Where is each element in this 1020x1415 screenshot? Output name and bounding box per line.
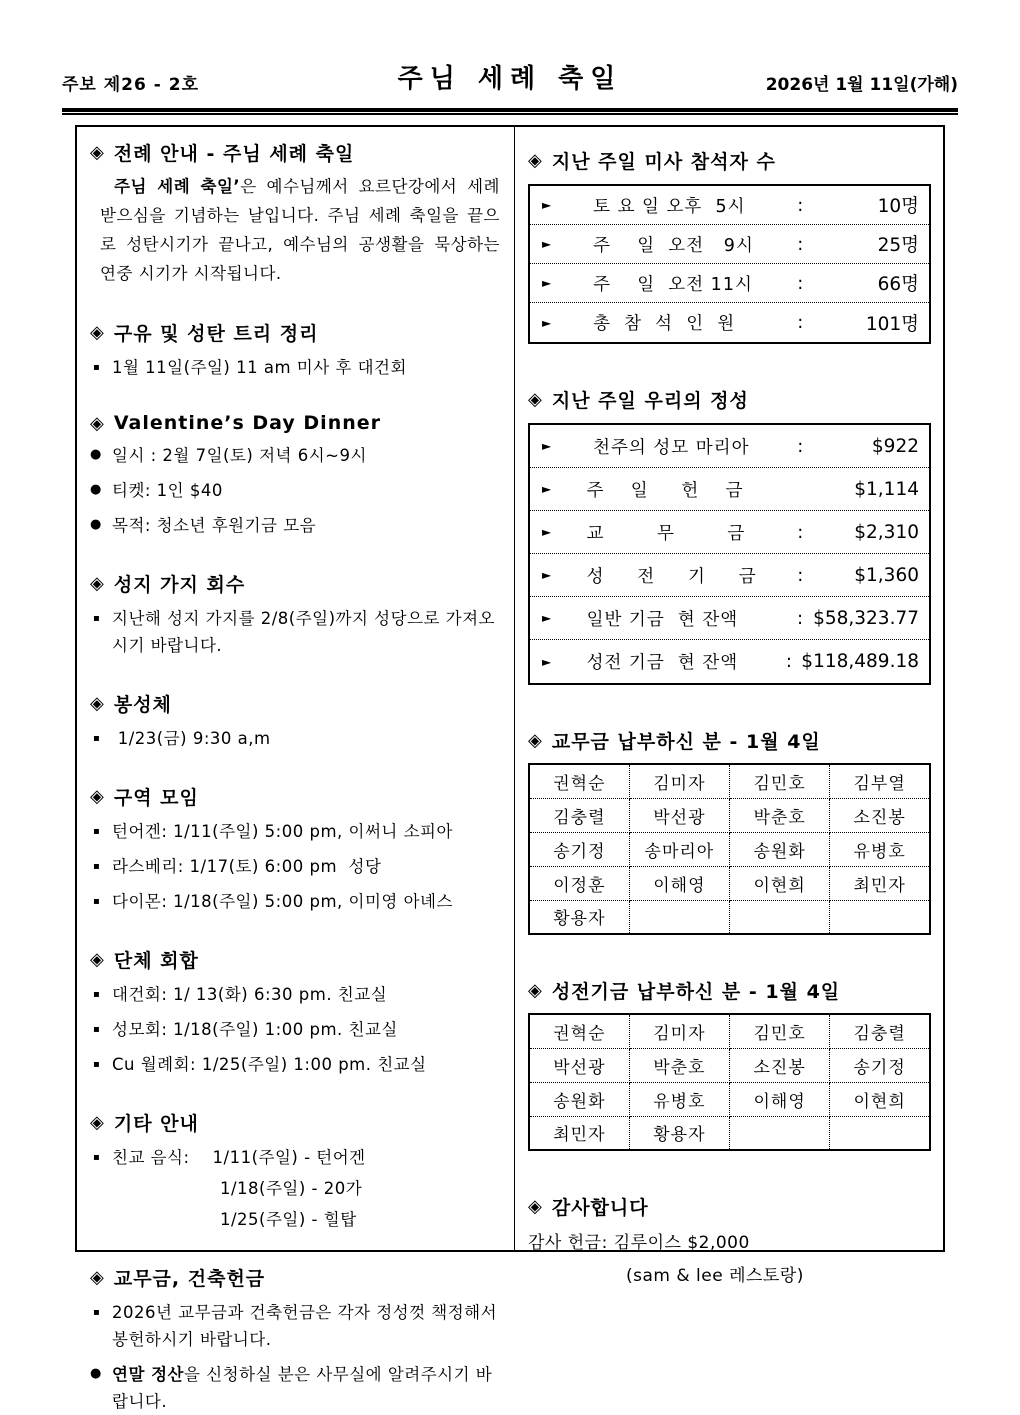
header-divider <box>62 108 958 115</box>
section-title <box>90 319 500 346</box>
section-pledge-contributors <box>528 727 931 935</box>
list-item-text: 1월 11일(주일) 11 am 미사 후 대건회 <box>112 358 407 377</box>
arrow-icon: ► <box>542 276 552 290</box>
diamond-icon: ◈ <box>90 573 105 594</box>
row-value: 25명 <box>877 235 919 256</box>
section-title-text: 기타 안내 <box>113 1113 199 1135</box>
diamond-icon: ◈ <box>90 142 105 163</box>
row-label: 성 전 기 금 <box>580 566 757 587</box>
section-title-text: 성전기금 납부하신 분 - 1월 4일 <box>551 981 841 1003</box>
kv-table-mass-attendance <box>528 184 931 344</box>
list-item <box>90 1299 503 1353</box>
name-cell <box>629 900 729 934</box>
section-title <box>90 139 500 166</box>
list-item <box>90 477 500 504</box>
diamond-icon: ◈ <box>528 1196 543 1217</box>
name-table-building-fund-contributors <box>528 1013 931 1151</box>
name-cell: 송기정 <box>830 1048 930 1082</box>
square-bullet-icon: ▪ <box>93 861 101 872</box>
section-title-text: 성지 가지 회수 <box>113 574 246 596</box>
circle-bullet-icon: ● <box>90 482 102 497</box>
row-value: $58,323.77 <box>813 607 919 629</box>
list-item <box>90 725 500 752</box>
square-bullet-icon: ▪ <box>93 826 101 837</box>
row-colon: : <box>797 607 804 629</box>
section-building-fund-contributors <box>528 977 931 1151</box>
section-mass-attendance <box>528 147 931 344</box>
row-value: 10명 <box>877 196 919 217</box>
section-title <box>90 783 500 810</box>
row-label: 성전 기금 현 잔액 <box>580 653 739 673</box>
square-bullet-icon: ▪ <box>93 1307 101 1318</box>
name-cell: 송원화 <box>529 1082 629 1116</box>
section-title <box>90 690 500 717</box>
name-cell: 김충렬 <box>830 1014 930 1048</box>
table-row <box>529 764 930 798</box>
section-title <box>528 386 931 413</box>
name-cell: 김미자 <box>629 1014 729 1048</box>
section-title-text: 지난 주일 우리의 정성 <box>551 390 749 412</box>
row-colon: : <box>797 194 804 216</box>
name-cell <box>730 1116 830 1150</box>
row-value: $1,360 <box>854 564 919 586</box>
name-cell: 박선광 <box>529 1048 629 1082</box>
name-cell: 유병호 <box>830 832 930 866</box>
row-value: $2,310 <box>854 521 919 543</box>
arrow-icon: ► <box>542 482 552 496</box>
square-bullet-icon: ▪ <box>93 989 101 1000</box>
table-row <box>530 554 929 597</box>
name-cell: 송원화 <box>730 832 830 866</box>
arrow-icon: ► <box>542 654 552 669</box>
table-row <box>529 798 930 832</box>
list-item <box>90 818 500 845</box>
list-item <box>90 512 500 539</box>
name-cell: 이현희 <box>830 1082 930 1116</box>
row-value: $922 <box>871 435 919 457</box>
section-communion-visit <box>90 690 500 752</box>
section-title <box>90 946 500 973</box>
item-bold-lead: 연말 정산 <box>112 1365 185 1384</box>
list-item-text: 티켓: 1인 $40 <box>112 481 223 500</box>
arrow-icon: ► <box>542 439 552 453</box>
arrow-icon: ► <box>542 237 552 251</box>
section-pledge-offerings <box>90 1264 503 1415</box>
section-palm-collection <box>90 570 500 659</box>
name-cell: 이정훈 <box>529 866 629 900</box>
row-colon: : <box>797 272 804 294</box>
diamond-icon: ◈ <box>90 949 105 970</box>
content-box <box>75 125 945 1411</box>
section-thanks <box>528 1193 931 1286</box>
arrow-icon: ► <box>542 198 552 212</box>
table-row <box>530 225 929 264</box>
row-colon: : <box>797 233 804 255</box>
list-item <box>90 1016 500 1043</box>
section-title <box>90 412 500 434</box>
table-row <box>530 640 929 683</box>
table-row <box>530 186 929 225</box>
square-bullet-icon: ▪ <box>93 613 101 624</box>
list-item-text: 라스베리: 1/17(토) 6:00 pm 성당 <box>112 857 382 876</box>
section-paragraph <box>100 172 500 288</box>
list-item <box>90 1051 500 1078</box>
text-line: 감사 헌금: 김루이스 $2,000 <box>528 1233 750 1253</box>
arrow-icon: ► <box>542 568 552 582</box>
name-cell: 이해영 <box>629 866 729 900</box>
square-bullet-icon: ▪ <box>93 1152 101 1163</box>
name-cell <box>830 900 930 934</box>
list-item <box>90 853 500 880</box>
name-cell: 박춘호 <box>629 1048 729 1082</box>
row-colon: : <box>797 435 804 457</box>
section-title <box>528 1193 931 1220</box>
section-title <box>90 1264 500 1291</box>
row-colon: : <box>797 521 804 543</box>
name-cell: 권혁순 <box>529 1014 629 1048</box>
paragraph-text: 은 예수님께서 요르단강에서 세례 받으심을 기념하는 날입니다. 주님 세례 축일을 끝으로 성탄시기가 끝나고, 예수님의 공생활을 묵상하는 연중 시기가 시작됩니다. <box>100 177 500 283</box>
row-label: 총 참 석 인 원 <box>580 314 736 334</box>
row-label: 주 일 오전 9시 <box>580 235 754 256</box>
table-row <box>530 597 929 640</box>
kv-table-weekly-offering <box>528 423 931 685</box>
section-title-text: 구역 모임 <box>113 787 199 809</box>
square-bullet-icon: ▪ <box>93 896 101 907</box>
name-cell: 최민자 <box>830 866 930 900</box>
table-row <box>530 468 929 511</box>
section-liturgy-notice <box>90 139 500 288</box>
list-item <box>90 442 500 469</box>
section-title-text: 지난 주일 미사 참석자 수 <box>551 151 776 173</box>
arrow-icon: ► <box>542 611 552 625</box>
list-item <box>90 981 500 1008</box>
diamond-icon: ◈ <box>90 693 105 714</box>
name-cell: 김민호 <box>730 764 830 798</box>
table-row <box>529 1082 930 1116</box>
row-label: 일반 기금 현 잔액 <box>580 609 739 630</box>
diamond-icon: ◈ <box>528 150 543 171</box>
table-row <box>529 1048 930 1082</box>
arrow-icon: ► <box>542 315 552 330</box>
name-cell: 김민호 <box>730 1014 830 1048</box>
issue-date: 2026년 1월 11일(가해) <box>765 75 958 95</box>
section-weekly-offering <box>528 386 931 685</box>
right-column <box>515 127 943 1286</box>
table-row <box>529 832 930 866</box>
row-value: $1,114 <box>854 478 919 500</box>
diamond-icon: ◈ <box>90 412 105 434</box>
list-item-text: 연말 정산을 신청하실 분은 사무실에 알려주시기 바랍니다. <box>112 1365 493 1411</box>
section-title-text: Valentine’s Day Dinner <box>113 412 382 434</box>
table-row <box>529 1014 930 1048</box>
list-item <box>90 1144 500 1171</box>
table-row <box>529 866 930 900</box>
list-item-text: 2026년 교무금과 건축헌금은 각자 정성껏 책정해서 봉헌하시기 바랍니다. <box>112 1303 503 1349</box>
page-title: 주님 세례 축일 <box>397 64 623 94</box>
square-bullet-icon: ▪ <box>93 362 101 373</box>
name-table-pledge-contributors <box>528 763 931 935</box>
table-row <box>529 1116 930 1150</box>
section-district-meetings <box>90 783 500 915</box>
arrow-icon: ► <box>542 525 552 539</box>
name-cell: 김미자 <box>629 764 729 798</box>
list-item-text: 다이몬: 1/18(주일) 5:00 pm, 이미영 아녜스 <box>112 892 453 911</box>
paragraph-bold-lead: 주님 세례 축일’ <box>114 177 241 196</box>
name-cell <box>830 1116 930 1150</box>
section-manger-cleanup <box>90 319 500 381</box>
name-cell: 박춘호 <box>730 798 830 832</box>
name-cell: 박선광 <box>629 798 729 832</box>
row-value: 101명 <box>865 313 919 335</box>
list-item <box>90 605 500 659</box>
name-cell: 김충렬 <box>529 798 629 832</box>
list-item-text: 대건회: 1/ 13(화) 6:30 pm. 친교실 <box>112 985 388 1004</box>
list-item-text: 지난해 성지 가지를 2/8(주일)까지 성당으로 가져오시기 바랍니다. <box>112 609 495 655</box>
section-title <box>90 1109 500 1136</box>
table-row <box>529 900 930 934</box>
name-cell: 최민자 <box>529 1116 629 1150</box>
list-item <box>90 1361 500 1415</box>
section-title-text: 봉성체 <box>113 694 172 716</box>
table-row <box>530 511 929 554</box>
square-bullet-icon: ▪ <box>93 1024 101 1035</box>
section-title-text: 교무금, 건축헌금 <box>113 1268 266 1290</box>
name-cell: 황용자 <box>629 1116 729 1150</box>
name-cell: 황용자 <box>529 900 629 934</box>
section-title-text: 교무금 납부하신 분 - 1월 4일 <box>551 731 821 753</box>
diamond-icon: ◈ <box>528 730 543 751</box>
section-title-text: 단체 회합 <box>113 950 199 972</box>
list-item-text: 목적: 청소년 후원기금 모음 <box>112 516 317 535</box>
row-label: 토 요 일 오후 5시 <box>580 196 746 217</box>
list-item-text: 턴어겐: 1/11(주일) 5:00 pm, 이써니 소피아 <box>112 822 453 841</box>
list-item-text: 1/23(금) 9:30 a,m <box>112 729 271 748</box>
list-item <box>90 354 500 381</box>
square-bullet-icon: ▪ <box>93 1059 101 1070</box>
section-group-meetings <box>90 946 500 1078</box>
section-other-notices <box>90 1109 500 1233</box>
name-cell: 소진봉 <box>730 1048 830 1082</box>
section-title <box>90 570 500 597</box>
section-title-text: 감사합니다 <box>551 1197 649 1219</box>
diamond-icon: ◈ <box>90 322 105 343</box>
diamond-icon: ◈ <box>90 786 105 807</box>
issue-number: 주보 제26 - 2호 <box>62 75 199 95</box>
row-label: 주 일 오전 11시 <box>580 274 753 295</box>
list-item-text: 일시 : 2월 7일(토) 저녁 6시~9시 <box>112 446 367 465</box>
section-title <box>528 147 931 174</box>
row-colon: : <box>785 651 792 672</box>
name-cell: 권혁순 <box>529 764 629 798</box>
list-item <box>90 1206 500 1233</box>
square-bullet-icon: ▪ <box>93 733 101 744</box>
list-item-text: Cu 월례회: 1/25(주일) 1:00 pm. 친교실 <box>112 1055 427 1074</box>
diamond-icon: ◈ <box>528 980 543 1001</box>
row-label: 천주의 성모 마리아 <box>580 437 750 458</box>
text-line: (sam & lee 레스토랑) <box>626 1266 804 1286</box>
name-cell: 송기정 <box>529 832 629 866</box>
circle-bullet-icon: ● <box>90 447 102 462</box>
name-cell: 김부열 <box>830 764 930 798</box>
name-cell <box>730 900 830 934</box>
list-item-text: 성모회: 1/18(주일) 1:00 pm. 친교실 <box>112 1020 398 1039</box>
section-title <box>528 977 931 1004</box>
page-header <box>62 58 958 95</box>
list-item-text: 1/25(주일) - 힐탑 <box>220 1210 357 1229</box>
name-cell: 유병호 <box>629 1082 729 1116</box>
section-title-text: 전례 안내 - 주님 세례 축일 <box>113 143 355 165</box>
list-item <box>90 1175 500 1202</box>
row-value: $118,489.18 <box>801 651 919 672</box>
section-title-text: 구유 및 성탄 트리 정리 <box>113 323 319 345</box>
diamond-icon: ◈ <box>528 389 543 410</box>
row-label: 교 무 금 <box>580 523 746 544</box>
list-item-text: 1/18(주일) - 20가 <box>220 1179 363 1198</box>
name-cell: 이해영 <box>730 1082 830 1116</box>
row-colon: : <box>797 564 804 586</box>
diamond-icon: ◈ <box>90 1267 105 1288</box>
name-cell: 이현희 <box>730 866 830 900</box>
left-column <box>77 127 515 1411</box>
list-item <box>90 888 500 915</box>
table-row <box>530 264 929 303</box>
section-title <box>528 727 931 754</box>
circle-bullet-icon: ● <box>90 1366 102 1381</box>
row-colon: : <box>797 312 804 333</box>
name-cell: 송마리아 <box>629 832 729 866</box>
table-row <box>530 425 929 468</box>
diamond-icon: ◈ <box>90 1112 105 1133</box>
table-row <box>530 303 929 342</box>
row-value: 66명 <box>877 274 919 295</box>
list-item-text: 친교 음식: 1/11(주일) - 턴어겐 <box>112 1148 366 1167</box>
row-label: 주 일 헌 금 <box>580 480 744 501</box>
circle-bullet-icon: ● <box>90 517 102 532</box>
section-valentine-dinner <box>90 412 500 539</box>
name-cell: 소진봉 <box>830 798 930 832</box>
